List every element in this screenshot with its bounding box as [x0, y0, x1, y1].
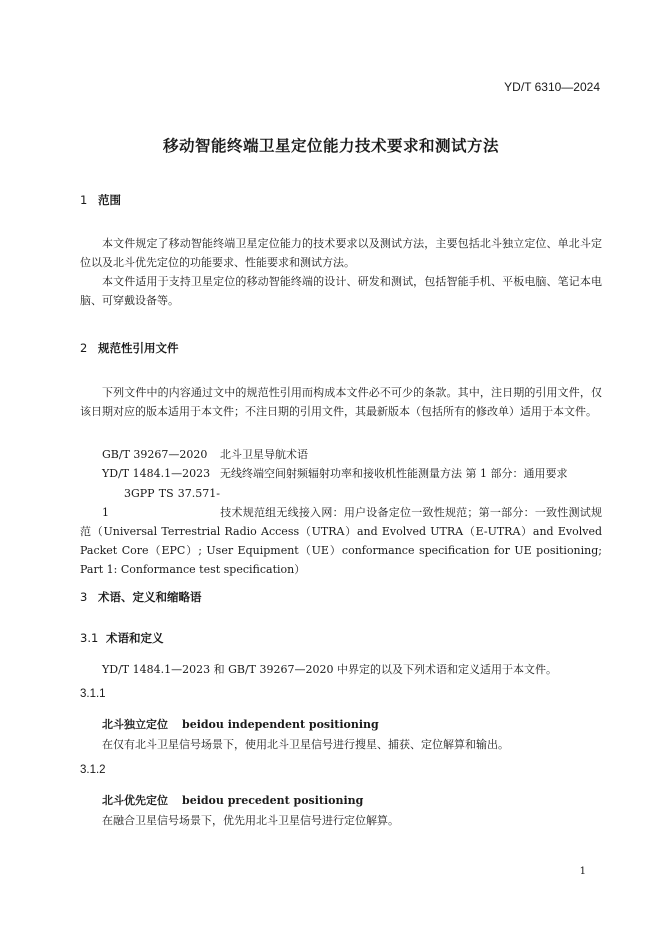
- term-definition: 在融合卫星信号场景下，优先用北斗卫星信号进行定位解算。: [102, 814, 399, 827]
- reference-code: GB/T 39267—2020: [102, 448, 208, 461]
- term-number: 3.1.2: [80, 764, 106, 776]
- paragraph: 本文件适用于支持卫星定位的移动智能终端的设计、研发和测试，包括智能手机、平板电脑、笔记本电脑、可穿戴设备等。: [80, 275, 602, 307]
- paragraph: 本文件规定了移动智能终端卫星定位能力的技术要求以及测试方法，主要包括北斗独立定位、单北斗定位以及北斗优先定位的功能要求、性能要求和测试方法。: [80, 237, 602, 269]
- document-title: 移动智能终端卫星定位能力技术要求和测试方法: [162, 137, 499, 155]
- term-entry: [102, 792, 363, 808]
- section-2-heading: [80, 340, 179, 356]
- subsection-title: 术语和定义: [106, 631, 164, 645]
- reference-code: 3GPP TS 37.571-1: [102, 487, 220, 519]
- page-number: 1: [579, 866, 586, 877]
- section-2-intro: [80, 383, 602, 421]
- section-1-body: [80, 234, 602, 310]
- reference-title: 无线终端空间射频辐射功率和接收机性能测量方法 第 1 部分：通用要求: [220, 467, 568, 480]
- section-number: 3: [80, 590, 88, 604]
- term-english: beidou independent positioning: [182, 718, 379, 731]
- subsection-number: 3.1: [80, 631, 99, 645]
- paragraph: 下列文件中的内容通过文中的规范性引用而构成本文件必不可少的条款。其中，注日期的引用文件，仅该日期对应的版本适用于本文件；不注日期的引用文件，其最新版本（包括所有的修改单）适用于本文件。: [80, 386, 602, 418]
- reference-item: [102, 446, 308, 462]
- term-entry: [102, 716, 379, 732]
- term-definition: 在仅有北斗卫星信号场景下，使用北斗卫星信号进行搜星、捕获、定位解算和输出。: [102, 738, 509, 751]
- subsection-3-1-intro: [80, 660, 602, 679]
- section-number: 2: [80, 341, 88, 355]
- paragraph: YD/T 1484.1—2023 和 GB/T 39267—2020 中界定的以及下列术语和定义适用于本文件。: [102, 663, 557, 676]
- term-chinese: 北斗优先定位: [102, 794, 168, 807]
- section-title: 范围: [98, 193, 121, 207]
- reference-title: 技术规范组无线接入网：用户设备定位一致性规范；第一部分：一致性测试规范（Universal Terrestrial Radio Access（UTRA）and Evolved UTRA（E-UTRA）and Evolved Packet Core（EPC）; User Equipment（UE）conformance specification for UE positioning; Part 1: Conformance test specification）: [80, 506, 602, 576]
- section-3-heading: [80, 589, 202, 605]
- section-1-heading: [80, 192, 121, 208]
- section-title: 规范性引用文件: [98, 341, 179, 355]
- section-number: 1: [80, 193, 88, 207]
- reference-item: [102, 465, 568, 481]
- reference-item-3gpp: [80, 484, 602, 579]
- reference-code: YD/T 1484.1—2023: [102, 467, 211, 480]
- term-chinese: 北斗独立定位: [102, 718, 168, 731]
- term-english: beidou precedent positioning: [182, 794, 364, 807]
- term-number: 3.1.1: [80, 688, 106, 700]
- reference-title: 北斗卫星导航术语: [220, 448, 308, 461]
- standard-number: YD/T 6310—2024: [504, 80, 600, 94]
- subsection-3-1-heading: [80, 630, 164, 646]
- section-title: 术语、定义和缩略语: [98, 590, 202, 604]
